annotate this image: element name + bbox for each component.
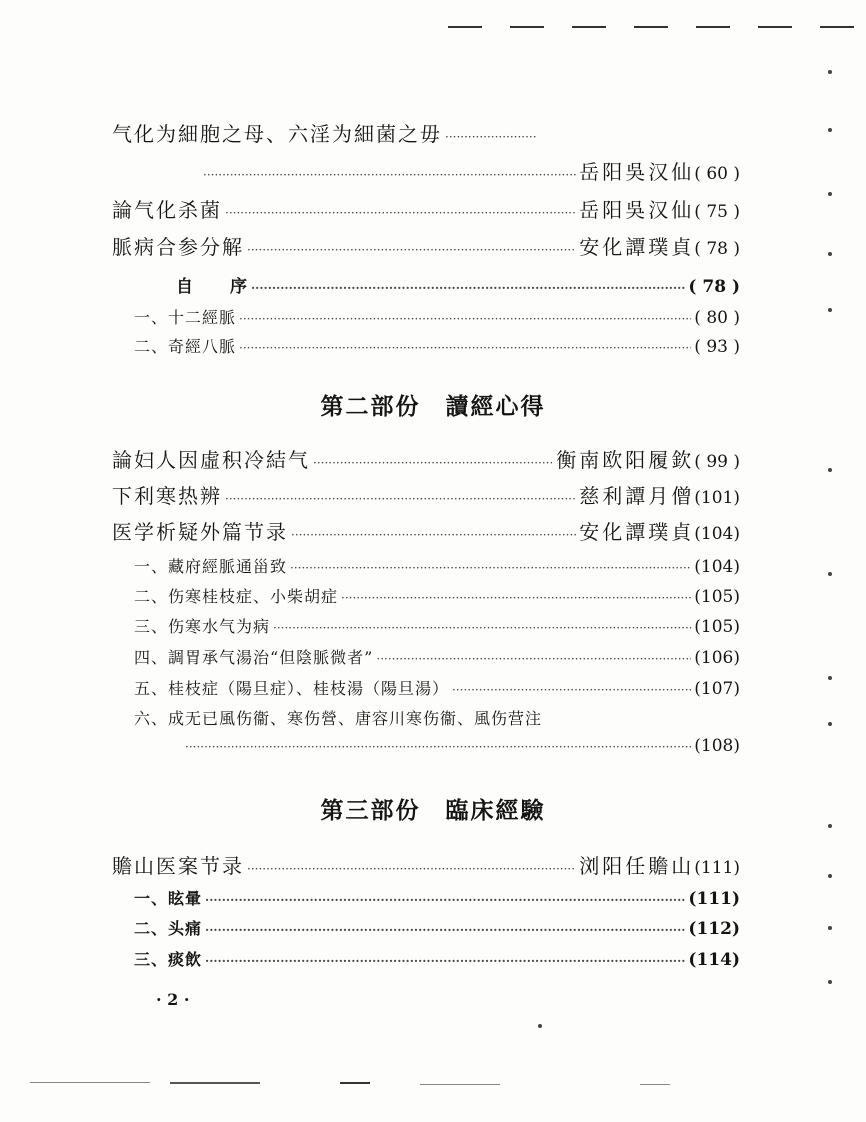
toc-entry [112, 480, 740, 510]
entry-title: 論妇人因虛积冷結气 [112, 448, 310, 472]
dot-leader [290, 561, 691, 575]
margin-dot [828, 980, 832, 984]
dot-leader [247, 862, 576, 876]
entry-author: 安化譚璞貞 [579, 235, 695, 259]
toc-entry [112, 231, 740, 261]
toc-entry [134, 886, 740, 916]
entry-page: ( 60 ) [694, 164, 740, 184]
entry-page: ( 75 ) [694, 202, 740, 222]
dot-leader [239, 341, 691, 355]
dot-leader [452, 683, 691, 697]
entry-page: (101) [694, 488, 740, 508]
entry-title: 六、成无已風伤衞、寒伤營、唐容川寒伤衞、風伤营注 [134, 709, 543, 728]
entry-page: (108) [694, 736, 740, 756]
toc-entry [134, 334, 740, 364]
entry-author: 岳阳吳汉仙 [579, 198, 695, 222]
margin-dot [828, 676, 832, 680]
margin-dot [828, 572, 832, 576]
entry-title: 一、眩暈 [134, 889, 203, 908]
toc-entry [134, 305, 740, 335]
entry-page: ( 93 ) [694, 337, 740, 357]
entry-page: ( 99 ) [694, 452, 740, 472]
margin-dot [828, 468, 832, 472]
entry-title: 一、十二經脈 [134, 308, 237, 327]
entry-page: (106) [694, 648, 740, 668]
toc-entry [134, 706, 740, 736]
toc-entry [134, 947, 740, 977]
toc-entry [112, 118, 740, 148]
section-heading: 第二部份 讀經心得 [320, 394, 546, 420]
top-dash [634, 26, 668, 28]
entry-author: 浏阳任贍山 [579, 854, 695, 878]
entry-title: 三、伤寒水气为病 [134, 617, 271, 636]
entry-page: ( 80 ) [694, 308, 740, 328]
dot-leader [273, 621, 691, 635]
entry-title: 医学析疑外篇节录 [112, 520, 288, 544]
scan-line [30, 1082, 150, 1083]
margin-dot [828, 70, 832, 74]
dot-leader [185, 740, 691, 754]
entry-page: (105) [694, 617, 740, 637]
entry-title: 二、头痛 [134, 919, 203, 938]
margin-dot [828, 308, 832, 312]
entry-page: (114) [688, 950, 740, 970]
entry-title: 四、調胃承气湯治“但陰脈微者” [134, 648, 374, 667]
page-number: · 2 · [156, 990, 190, 1009]
toc-entry [112, 516, 740, 546]
top-dash [758, 26, 792, 28]
entry-page: ( 78 ) [694, 239, 740, 259]
dot-leader [205, 923, 685, 937]
toc-entry [134, 916, 740, 946]
entry-title: 二、奇經八脈 [134, 337, 237, 356]
top-dash [572, 26, 606, 28]
toc-entry [112, 194, 740, 224]
entry-title: 贍山医案节录 [112, 854, 244, 878]
entry-title: 脈病合参分解 [112, 235, 244, 259]
dot-leader [225, 492, 576, 506]
entry-page: (112) [688, 919, 740, 939]
toc-entry [134, 614, 740, 644]
entry-title: 气化为細胞之母、六淫为細菌之毋 [112, 122, 442, 146]
toc-entry [134, 676, 740, 706]
toc-entry [134, 584, 740, 614]
dot-leader [376, 652, 691, 666]
dot-leader [291, 528, 576, 542]
entry-title: 五、桂枝症（陽旦症）、桂枝湯（陽旦湯） [134, 679, 450, 698]
margin-dot [828, 722, 832, 726]
margin-dot [538, 1024, 542, 1028]
toc-entry [176, 272, 740, 302]
margin-dot [828, 192, 832, 196]
scan-line [340, 1082, 370, 1084]
entry-title: 自 序 [176, 277, 248, 297]
scan-line [640, 1084, 670, 1085]
top-dash [820, 26, 854, 28]
toc-entry [200, 156, 740, 186]
toc-entry [134, 554, 740, 584]
toc-entry [112, 850, 740, 880]
scan-line [420, 1084, 500, 1085]
entry-title: 三、痰飲 [134, 950, 203, 969]
top-dash [510, 26, 544, 28]
entry-page: (111) [694, 858, 740, 878]
dot-leader [341, 591, 691, 605]
dot-leader [205, 954, 685, 968]
dot-leader [225, 206, 576, 220]
entry-title: 一、藏府經脈通甾致 [134, 557, 288, 576]
entry-page: ( 78 ) [688, 277, 740, 297]
entry-author: 岳阳吳汉仙 [579, 160, 695, 184]
dot-leader [239, 312, 691, 326]
entry-author: 慈利譚月僧 [579, 484, 695, 508]
margin-dot [828, 874, 832, 878]
entry-author: 安化譚璞貞 [579, 520, 695, 544]
entry-title: 下利寒热辨 [112, 484, 222, 508]
dot-leader [251, 281, 685, 295]
entry-page: (104) [694, 557, 740, 577]
margin-dot [828, 128, 832, 132]
scan-line [170, 1082, 260, 1084]
margin-dot [828, 926, 832, 930]
dot-leader [247, 243, 576, 257]
entry-page: (105) [694, 587, 740, 607]
dot-leader [205, 893, 685, 907]
entry-title: 二、伤寒桂枝症、小柴胡症 [134, 587, 339, 606]
margin-dot [828, 252, 832, 256]
toc-entry [182, 736, 740, 766]
entry-title: 論气化杀菌 [112, 198, 222, 222]
top-dash [448, 26, 482, 28]
entry-page: (107) [694, 679, 740, 699]
dot-leader [313, 456, 553, 470]
toc-entry [112, 444, 740, 474]
dot-leader [445, 130, 537, 144]
entry-page: (111) [688, 889, 740, 909]
dot-leader [203, 168, 576, 182]
entry-author: 衡南欧阳履欽 [556, 448, 695, 472]
top-dash [696, 26, 730, 28]
section-heading: 第三部份 臨床經驗 [320, 798, 546, 824]
toc-entry [134, 645, 740, 675]
entry-page: (104) [694, 524, 740, 544]
